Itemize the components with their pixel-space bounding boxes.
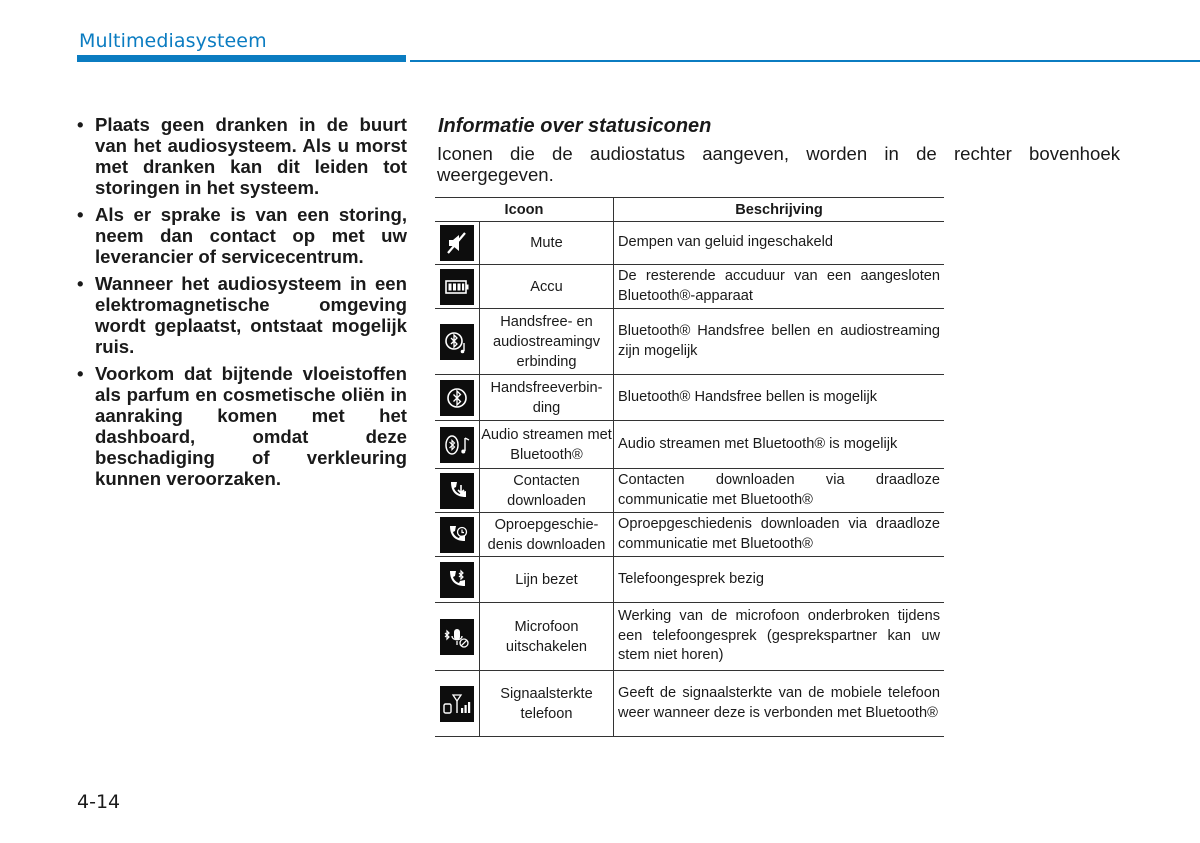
icon-description: Bluetooth® Handsfree bellen en audiostreaming zijn mogelijk <box>614 309 945 375</box>
table-row <box>435 469 944 513</box>
icon-description: Dempen van geluid ingeschakeld <box>614 222 945 265</box>
section-title: Multimediasysteem <box>79 30 267 52</box>
table-row <box>435 375 944 421</box>
battery-icon <box>440 269 474 305</box>
icon-name: Oproepgeschie-denis downloaden <box>480 513 614 557</box>
bullet-item: • Plaats geen dranken in de buurt van het audiosysteem. Als u morst met dranken kan dit leiden tot storingen in het systeem. <box>77 114 407 198</box>
icon-name: Contacten downloaden <box>480 469 614 513</box>
icon-name: Microfoon uitschakelen <box>480 603 614 671</box>
bullet-item: • Voorkom dat bijtende vloeistoffen als parfum en cosmetische oliën in aanraking komen met het dashboard, omdat deze beschadiging of verkleuring kunnen veroorzaken. <box>77 363 407 489</box>
column-header-icon: Icoon <box>435 198 614 222</box>
signal-strength-icon <box>440 686 474 722</box>
icon-name: Audio streamen met Bluetooth® <box>480 421 614 469</box>
icon-description: Audio streamen met Bluetooth® is mogelijk <box>614 421 945 469</box>
icon-name: Handsfreeverbin-ding <box>480 375 614 421</box>
icon-description: Geeft de signaalsterkte van de mobiele telefoon weer wanneer deze is verbonden met Bluetooth® <box>614 671 945 737</box>
icon-description: Werking van de microfoon onderbroken tijdens een telefoongesprek (gesprekspartner kan uw stem niet horen) <box>614 603 945 671</box>
bluetooth-audio-icon <box>440 427 474 463</box>
contacts-download-icon <box>440 473 474 509</box>
icon-name: Handsfree- en audiostreamingv erbinding <box>480 309 614 375</box>
table-row <box>435 513 944 557</box>
section-heading: Informatie over statusiconen <box>438 115 712 137</box>
icon-description: Telefoongesprek bezig <box>614 557 945 603</box>
bluetooth-handsfree-icon <box>440 380 474 416</box>
icon-name: Signaalsterkte telefoon <box>480 671 614 737</box>
table-row <box>435 265 944 309</box>
icon-description: Contacten downloaden via draadloze communicatie met Bluetooth® <box>614 469 945 513</box>
icon-name: Accu <box>480 265 614 309</box>
icon-name: Lijn bezet <box>480 557 614 603</box>
table-row <box>435 309 944 375</box>
table-row <box>435 557 944 603</box>
page-number: 4-14 <box>77 791 121 813</box>
caution-list <box>77 114 407 495</box>
icon-description: Bluetooth® Handsfree bellen is mogelijk <box>614 375 945 421</box>
column-header-description: Beschrijving <box>614 198 945 222</box>
status-icon-table <box>435 197 944 737</box>
bullet-item: • Als er sprake is van een storing, neem dan contact op met uw leverancier of servicecentrum. <box>77 204 407 267</box>
icon-name: Mute <box>480 222 614 265</box>
table-row <box>435 671 944 737</box>
header-rule-thick <box>77 55 406 62</box>
table-row <box>435 603 944 671</box>
line-busy-icon <box>440 562 474 598</box>
call-history-download-icon <box>440 517 474 553</box>
intro-text: Iconen die de audiostatus aangeven, worden in de rechter bovenhoek weergegeven. <box>437 143 1120 185</box>
table-row <box>435 421 944 469</box>
icon-description: De resterende accuduur van een aangesloten Bluetooth®-apparaat <box>614 265 945 309</box>
status-icons-section <box>437 115 1120 185</box>
bluetooth-handsfree-audio-icon <box>440 324 474 360</box>
header-rule-thin <box>410 60 1200 62</box>
bullet-item: • Wanneer het audiosysteem in een elektromagnetische omgeving wordt geplaatst, ontstaat mogelijk ruis. <box>77 273 407 357</box>
mute-icon <box>440 225 474 261</box>
icon-description: Oproepgeschiedenis downloaden via draadloze communicatie met Bluetooth® <box>614 513 945 557</box>
microphone-mute-icon <box>440 619 474 655</box>
table-row <box>435 222 944 265</box>
